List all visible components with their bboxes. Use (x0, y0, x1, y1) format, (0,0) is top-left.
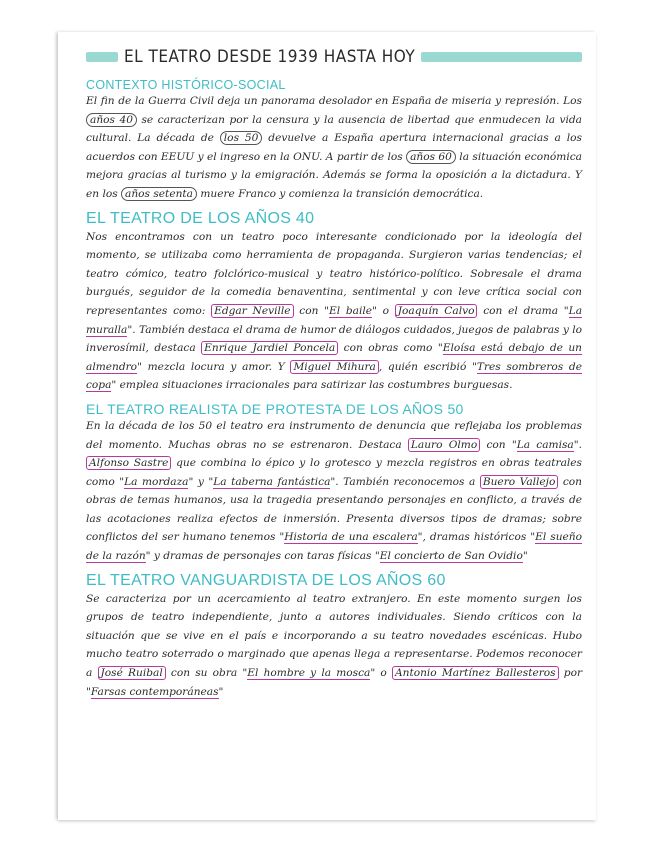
title-highlight-left (86, 52, 118, 62)
body-text: con su obra " (165, 667, 248, 680)
body-text: " y " (188, 475, 214, 488)
author-name-box: Joaquín Calvo (395, 304, 478, 318)
body-text: Se caracteriza por un acercamiento al teatro extranjero. En este momento surgen los grupos de teatro independiente, junto a autores individuales. Siendo críticos con la situación que se vive en el país e incorporando a su teatro novedades escénicas. Hubo mucho teatro soterrado o marginado que apenas llega a representarse. Podemos reconocer a (86, 592, 582, 680)
work-title-underlined: La mordaza (124, 475, 189, 488)
author-name-box: Miguel Mihura (290, 360, 378, 374)
work-title-underlined: Eloísa está debajo de un almendro (86, 342, 582, 373)
section-body-40s (86, 228, 582, 395)
body-text: ". También destaca el drama de humor de diálogos cuidados, juegos de palabras y lo inverosímil, destaca (86, 323, 582, 355)
body-text: la situación económica mejora gracias al turismo y la emigración. Además se forma la oposición a la dictadura. Y en los (86, 150, 582, 200)
body-text: " o (370, 667, 392, 680)
section-heading-40s: EL TEATRO DE LOS AÑOS 40 (86, 209, 315, 227)
body-text: con obras de temas humanos, usa la tragedia presentando personajes en conflicto, a través de las acotaciones realiza efectos de inmersión. Presenta diversos tipos de dramas; sobre conflictos del ser humano tenemos " (86, 475, 583, 544)
body-text: ". (573, 438, 582, 451)
work-title-underlined: La muralla (86, 304, 583, 336)
body-text: " (218, 685, 224, 698)
author-name-box: José Ruibal (98, 666, 166, 680)
section-heading-context: CONTEXTO HISTÓRICO-SOCIAL (86, 78, 286, 92)
decade-oval: los 50 (220, 131, 263, 145)
author-name-box: Edgar Neville (211, 304, 293, 318)
work-title-underlined: El concierto de San Ovidio (379, 550, 523, 563)
body-text: " mezcla locura y amor. Y (137, 360, 291, 373)
notebook-page (58, 32, 596, 820)
body-text: " o (372, 304, 395, 317)
body-text: En la década de los 50 el teatro era instrumento de denuncia que reflejaba los problemas del momento. Muchas obras no se estrenaron. Destaca (86, 419, 582, 451)
section-body-50s (86, 417, 582, 566)
decade-oval: años 60 (406, 150, 456, 164)
body-text: con el drama " (477, 304, 569, 317)
body-text: El fin de la Guerra Civil deja un panorama desolador en España de miseria y represión. Los (86, 95, 582, 107)
author-name-box: Alfonso Sastre (86, 456, 171, 470)
body-text: , quién escribió " (378, 360, 477, 373)
work-title-underlined: El baile (329, 304, 373, 317)
author-name-box: Buero Vallejo (480, 475, 559, 489)
body-text: devuelve a España apertura internacional gracias a los acuerdos con EEUU y el ingreso en la ONU. A partir de los (86, 132, 582, 163)
body-text: " emplea situaciones irracionales para satirizar las costumbres burguesas. (111, 379, 513, 392)
work-title-underlined: El hombre y la mosca (247, 667, 371, 680)
work-title-underlined: El sueño de la razón (86, 531, 583, 563)
body-text: ". También reconocemos a (330, 475, 480, 488)
work-title-underlined: Tres sombreros de copa (86, 360, 582, 392)
body-text: que combina lo épico y lo grotesco y mezcla registros en obras teatrales como " (86, 457, 582, 488)
section-body-context (86, 92, 582, 204)
work-title-underlined: Farsas contemporáneas (90, 685, 219, 698)
work-title-underlined: La taberna fantástica (213, 475, 331, 488)
page-content (86, 42, 582, 701)
section-body-60s (86, 590, 582, 702)
body-text: muere Franco y comienza la transición democrática. (196, 187, 484, 200)
author-name-box: Enrique Jardiel Poncela (201, 341, 338, 355)
body-text: con " (480, 438, 517, 451)
author-name-box: Antonio Martínez Ballesteros (392, 666, 559, 680)
body-text: Nos encontramos con un teatro poco interesante condicionado por la ideología del momento, se utilizaba como herramienta de propaganda. Surgieron varias tendencias; el teatro cómico, teatro folclórico-musical y teatro histórico-político. Sobresale el drama burgués, seguidor de la comedia benaventina, sentimental y con leve crítica social con representantes como: (86, 230, 582, 317)
body-text: ", dramas históricos " (417, 531, 536, 544)
decade-oval: años 40 (86, 113, 137, 127)
work-title-underlined: La camisa (516, 438, 574, 451)
body-text: por " (86, 667, 583, 698)
author-name-box: Lauro Olmo (408, 438, 480, 452)
section-heading-50s: EL TEATRO REALISTA DE PROTESTA DE LOS AÑOS 50 (86, 400, 464, 417)
page-title: EL TEATRO DESDE 1939 HASTA HOY (124, 47, 416, 67)
title-row (86, 42, 582, 72)
body-text: " y dramas de personajes con taras físicas " (145, 550, 380, 563)
body-text: con " (293, 304, 330, 317)
decade-oval: años setenta (121, 187, 197, 201)
body-text: " (522, 550, 528, 563)
body-text: con obras como " (338, 342, 443, 355)
title-highlight-right (421, 52, 582, 62)
body-text: se caracterizan por la censura y la ausencia de libertad que enmudecen la vida cultural. La década de (86, 113, 582, 145)
section-heading-60s: EL TEATRO VANGUARDISTA DE LOS AÑOS 60 (86, 571, 446, 589)
work-title-underlined: Historia de una escalera (284, 531, 418, 544)
